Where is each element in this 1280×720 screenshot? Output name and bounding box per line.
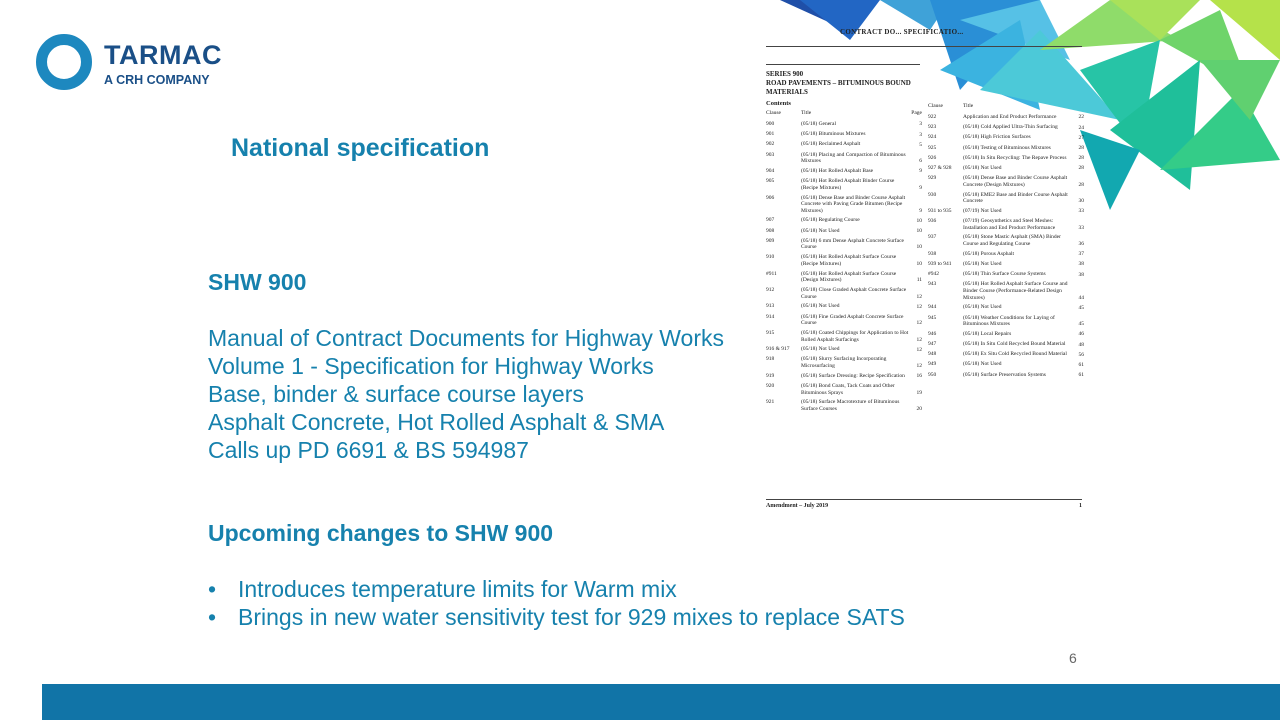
table-row	[928, 234, 1084, 247]
bullet-text: Introduces temperature limits for Warm mix	[238, 576, 677, 602]
clause-page: 36	[1078, 241, 1084, 248]
clause-number: 905	[766, 178, 775, 185]
table-row	[766, 303, 922, 310]
clause-page: 12	[916, 336, 922, 343]
clause-title: (05/18) In Situ Recycling: The Repave Process	[963, 154, 1067, 161]
table-row	[928, 281, 1084, 301]
clause-title: (05/18) Thin Surface Course Systems	[963, 271, 1046, 278]
clause-title: (05/18) Bond Coats, Tack Coats and Other Bituminous Sprays	[801, 383, 895, 396]
table-row	[928, 175, 1084, 188]
clause-page: 46	[1078, 331, 1084, 338]
clause-number: 900	[766, 121, 775, 127]
logo-sub-prefix: A	[104, 73, 113, 87]
table-row	[928, 261, 1084, 268]
clause-page: 38	[1078, 261, 1084, 268]
doc-top-rule	[766, 46, 1082, 47]
table-row	[766, 287, 922, 300]
clause-title: (05/18) Not Used	[963, 361, 1002, 368]
table-row	[928, 372, 1084, 379]
table-row	[928, 341, 1084, 348]
table-row	[766, 141, 922, 148]
table-row	[766, 178, 922, 191]
list-item	[208, 575, 905, 603]
clause-number: 909	[766, 237, 775, 244]
table-row	[928, 134, 1084, 141]
doc-bottom-rule	[766, 499, 1082, 500]
clause-number: 936	[928, 218, 937, 225]
clause-number: 943	[928, 281, 937, 288]
clause-page: 28	[1078, 165, 1084, 172]
doc-page-number: 1	[1079, 503, 1082, 509]
clause-number: 950	[928, 371, 937, 378]
doc-column-header	[928, 103, 1084, 110]
clause-number: 925	[928, 144, 937, 151]
clause-page: 48	[1078, 341, 1084, 348]
shw-line: Base, binder & surface course layers	[208, 381, 584, 407]
doc-series-title: ROAD PAVEMENTS – BITUMINOUS BOUND MATERIALS	[766, 79, 911, 96]
clause-title: (05/18) Porous Asphalt	[963, 250, 1015, 257]
table-row	[766, 131, 922, 138]
logo-name: TARMAC	[104, 40, 222, 70]
clause-title: (05/18) Dense Base and Binder Course Asphalt Concrete with Paving Grade Bitumen (Recipe Mixtures)	[801, 194, 906, 214]
clause-title: (05/18) In Situ Cold Recycled Bound Material	[963, 341, 1066, 348]
table-row	[928, 251, 1084, 258]
clause-title: (05/18) Placing and Compaction of Bituminous Mixtures	[801, 151, 906, 165]
table-row	[928, 271, 1084, 278]
clause-page: 33	[1078, 208, 1084, 215]
clause-title: (05/18) Cold Applied Ultra-Thin Surfacing	[963, 124, 1058, 131]
clause-title: (05/18) Surface Preservation Systems	[963, 371, 1046, 378]
table-row	[928, 114, 1084, 121]
clause-number: 931 to 935	[928, 207, 952, 214]
clause-title: (05/18) Weather Conditions for Laying of Bituminous Mixtures	[963, 314, 1055, 328]
clause-number: 912	[766, 286, 775, 293]
clause-page: 19	[916, 389, 922, 396]
clause-page: 28	[1078, 144, 1084, 151]
clause-page: 45	[1078, 304, 1084, 311]
table-row	[766, 121, 922, 128]
clause-page: 38	[1078, 271, 1084, 278]
table-row	[766, 399, 922, 412]
table-row	[766, 383, 922, 396]
clause-number: 947	[928, 341, 937, 348]
table-row	[766, 356, 922, 369]
clause-title: (05/18) Coated Chippings for Application to Hot Rolled Asphalt Surfacings	[801, 329, 909, 343]
table-row	[928, 304, 1084, 311]
shw-line: Manual of Contract Documents for Highway Works	[208, 325, 724, 351]
clause-page: 12	[916, 303, 922, 310]
clause-title: Application and End Product Performance	[963, 114, 1057, 120]
clause-title: (05/18) Stone Mastic Asphalt (SMA) Binder Course and Regulating Course	[963, 234, 1061, 248]
changes-list	[208, 575, 905, 631]
table-row	[766, 228, 922, 235]
clause-number: 924	[928, 134, 937, 141]
clause-page: 16	[916, 373, 922, 380]
table-row	[928, 165, 1084, 172]
clause-page: 24	[1078, 124, 1084, 131]
clause-title: (05/18) Testing of Bituminous Mixtures	[963, 144, 1051, 151]
clause-page: 12	[916, 363, 922, 370]
shw-900-title: SHW 900	[208, 269, 307, 295]
clause-title: (05/18) Surface Macrotexture of Bituminous Surface Courses	[801, 399, 900, 412]
clause-title: (07/19) Geosynthetics and Steel Meshes: Installation and End Product Performance	[963, 218, 1056, 231]
table-row	[928, 218, 1084, 231]
clause-title: (05/18) Hot Rolled Asphalt Surface Course (Recipe Mixtures)	[801, 254, 897, 267]
clause-page: 28	[1078, 155, 1084, 162]
clause-page: 56	[1078, 351, 1084, 358]
clause-number: 949	[928, 361, 937, 368]
clause-title: (05/18) Not Used	[963, 164, 1002, 171]
clause-number: 930	[928, 191, 937, 198]
clause-number: 926	[928, 154, 937, 161]
slide-page-number: 6	[1069, 650, 1077, 666]
clause-page: 10	[916, 217, 922, 224]
clause-title: (05/18) Fine Graded Asphalt Concrete Surface Course	[801, 313, 904, 327]
clause-number: 914	[766, 313, 775, 320]
clause-title: (05/18) Not Used	[963, 304, 1002, 311]
clause-title: (05/18) Ex Situ Cold Recycled Bound Material	[963, 351, 1067, 358]
clause-page: 3	[919, 121, 922, 128]
shw-900-section	[208, 268, 724, 464]
table-row	[766, 330, 922, 343]
clause-page: 28	[1078, 181, 1084, 188]
clause-page: 5	[919, 141, 922, 148]
clause-number: 945	[928, 314, 937, 321]
doc-page-header: Page	[911, 110, 922, 117]
clause-title: (05/18) Bituminous Mixtures	[801, 131, 866, 138]
bullet-icon: •	[208, 576, 217, 602]
clause-number: 919	[766, 372, 775, 379]
clause-page: 3	[919, 131, 922, 138]
table-row	[766, 217, 922, 224]
clause-title: (05/18) 6 mm Dense Asphalt Concrete Surface Course	[801, 237, 904, 251]
clause-number: 903	[766, 151, 775, 158]
table-row	[766, 152, 922, 165]
clause-number: 918	[766, 356, 775, 363]
clause-number: 922	[928, 114, 937, 120]
clause-number: 946	[928, 330, 937, 337]
clause-number: #911	[766, 270, 777, 277]
clause-number: 948	[928, 351, 937, 358]
doc-series-number: SERIES 900	[766, 70, 804, 78]
clause-number: 910	[766, 254, 775, 261]
clause-page: 9	[919, 184, 922, 191]
clause-page: 45	[1078, 321, 1084, 328]
table-row	[928, 155, 1084, 162]
table-row	[928, 361, 1084, 368]
clause-page: 11	[916, 277, 922, 284]
clause-page: 22	[1078, 114, 1084, 121]
clause-title: (05/18) Not Used	[963, 261, 1002, 267]
clause-page: 61	[1078, 361, 1084, 368]
clause-title: (07/19) Not Used	[963, 207, 1002, 214]
clause-page: 10	[916, 228, 922, 235]
table-row	[766, 346, 922, 353]
doc-clause-header: Clause	[928, 103, 943, 109]
clause-title: (05/18) Hot Rolled Asphalt Surface Course and Binder Course (Performance-Related Design Mixtures)	[963, 281, 1068, 301]
clause-title: (05/18) Slurry Surfacing Incorporating Microsurfacing	[801, 356, 887, 370]
doc-contents-label: Contents	[766, 100, 791, 107]
clause-title: (05/18) Close Graded Asphalt Concrete Surface Course	[801, 286, 907, 300]
clause-page: 12	[916, 346, 922, 353]
clause-title: (05/18) General	[801, 121, 836, 127]
clause-title: (05/18) Hot Rolled Asphalt Binder Course (Recipe Mixtures)	[801, 178, 895, 191]
clause-title: (05/18) EME2 Base and Binder Course Asphalt Concrete	[963, 191, 1068, 205]
clause-title: (05/18) Surface Dressing: Recipe Specification	[801, 372, 905, 379]
table-row	[928, 315, 1084, 328]
table-row	[928, 331, 1084, 338]
clause-number: 937	[928, 234, 937, 241]
table-row	[928, 351, 1084, 358]
doc-title-header: Title	[801, 110, 812, 116]
table-row	[928, 145, 1084, 152]
clause-title: (05/18) Local Repairs	[963, 330, 1012, 337]
clause-page: 12	[916, 320, 922, 327]
document-contents-page	[760, 0, 1090, 515]
shw-line: Calls up PD 6691 & BS 594987	[208, 437, 529, 463]
doc-series	[766, 64, 920, 97]
clause-page: 37	[1078, 251, 1084, 258]
clause-page: 44	[1078, 294, 1084, 301]
clause-page: 20	[916, 406, 922, 412]
doc-contents-left-column	[766, 110, 922, 416]
clause-number: 904	[766, 167, 775, 174]
clause-page: 10	[916, 260, 922, 267]
clause-title: (05/18) Dense Base and Binder Course Asphalt Concrete (Design Mixtures)	[963, 175, 1068, 188]
logo-sub-suffix: COMPANY	[146, 73, 210, 87]
clause-page: 9	[919, 168, 922, 175]
clause-number: 944	[928, 304, 937, 311]
clause-title: (05/18) Regulating Course	[801, 217, 860, 224]
doc-title-header: Title	[963, 103, 974, 109]
logo-ring-icon	[36, 34, 92, 90]
clause-number: 929	[928, 175, 937, 182]
clause-number: 916 & 917	[766, 346, 790, 353]
shw-line: Asphalt Concrete, Hot Rolled Asphalt & SMA	[208, 409, 665, 435]
clause-number: 913	[766, 303, 775, 310]
doc-clause-header: Clause	[766, 110, 781, 116]
clause-page: 10	[916, 244, 922, 251]
clause-page: 61	[1078, 372, 1084, 379]
footer-bar	[42, 684, 1280, 720]
shw-line: Volume 1 - Specification for Highway Works	[208, 353, 654, 379]
list-item	[208, 603, 905, 631]
clause-number: 923	[928, 124, 937, 131]
clause-title: (05/18) Hot Rolled Asphalt Base	[801, 167, 874, 174]
clause-number: 901	[766, 131, 775, 138]
doc-contents-right-column	[928, 103, 1084, 382]
clause-page: 27	[1078, 134, 1084, 141]
table-row	[766, 195, 922, 215]
tarmac-logo	[36, 34, 256, 94]
clause-number: 915	[766, 329, 775, 336]
bullet-icon: •	[208, 604, 217, 630]
clause-title: (05/18) Reclaimed Asphalt	[801, 141, 861, 148]
slide-heading: National specification	[231, 134, 490, 162]
clause-page: 6	[919, 158, 922, 165]
clause-number: 921	[766, 399, 775, 406]
clause-number: 902	[766, 141, 775, 148]
table-row	[928, 208, 1084, 215]
table-row	[766, 314, 922, 327]
clause-title: (05/18) Not Used	[801, 303, 840, 310]
clause-title: (05/18) Hot Rolled Asphalt Surface Course (Design Mixtures)	[801, 270, 897, 284]
doc-header-title: CONTRACT DO... SPECIFICATIO...	[840, 28, 964, 36]
clause-title: (05/18) Not Used	[801, 227, 840, 234]
table-row	[766, 373, 922, 380]
doc-column-header	[766, 110, 922, 117]
table-row	[766, 271, 922, 284]
clause-number: 939 to 941	[928, 261, 952, 267]
table-row	[766, 168, 922, 175]
clause-page: 9	[919, 207, 922, 214]
clause-number: #942	[928, 271, 939, 278]
table-row	[928, 192, 1084, 205]
clause-title: (05/18) Not Used	[801, 346, 840, 353]
clause-number: 908	[766, 227, 775, 234]
logo-sub-brand: CRH	[116, 73, 144, 87]
table-row	[766, 238, 922, 251]
upcoming-changes-section	[208, 519, 905, 631]
table-row	[928, 124, 1084, 131]
clause-page: 33	[1078, 224, 1084, 231]
clause-title: (05/18) High Friction Surfaces	[963, 134, 1031, 141]
clause-page: 30	[1078, 198, 1084, 205]
doc-amendment: Amendment – July 2019	[766, 503, 829, 509]
clause-number: 920	[766, 383, 775, 390]
clause-number: 906	[766, 194, 775, 201]
table-row	[766, 254, 922, 267]
clause-number: 927 & 928	[928, 164, 952, 171]
bullet-text: Brings in new water sensitivity test for 929 mixes to replace SATS	[238, 604, 905, 630]
clause-number: 907	[766, 217, 775, 224]
clause-page: 12	[916, 293, 922, 300]
upcoming-changes-title: Upcoming changes to SHW 900	[208, 520, 554, 546]
logo-subtitle	[104, 73, 210, 87]
clause-number: 938	[928, 250, 937, 257]
